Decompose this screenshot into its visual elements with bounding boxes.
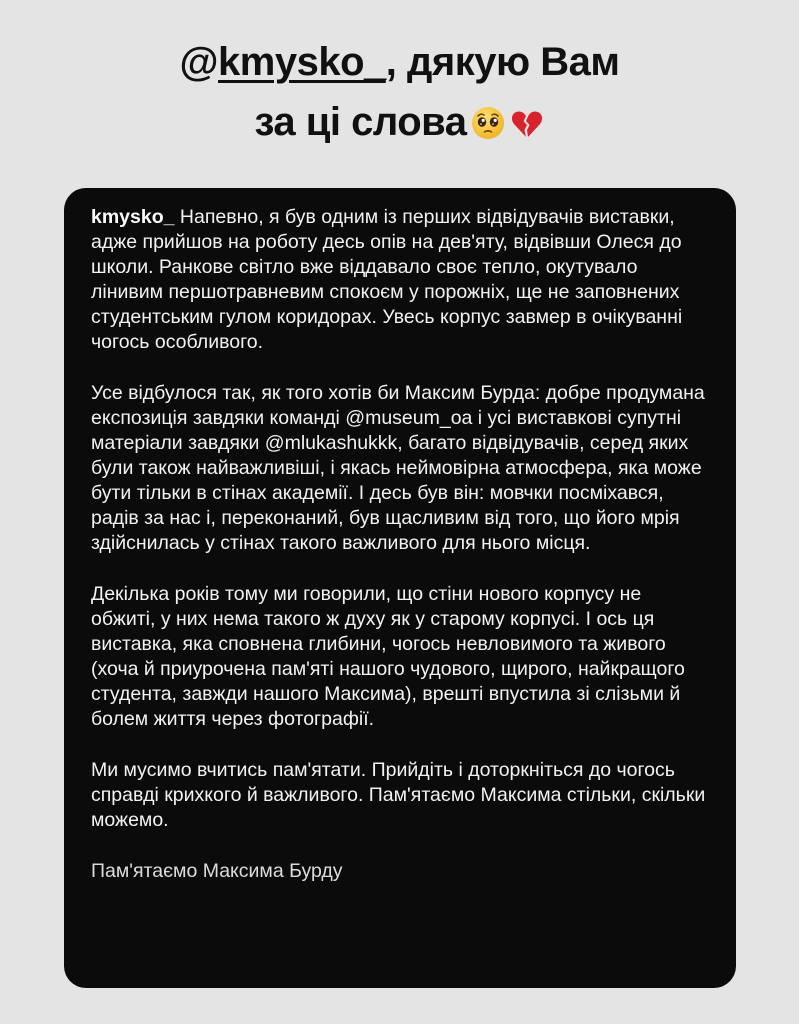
comment-card: [64, 188, 736, 988]
headline-line-2-text: за ці слова: [254, 100, 467, 144]
pleading-face-icon: [470, 98, 506, 158]
comment-text-1: Напевно, я був одним із перших відвідувачів виставки, адже прийшов на роботу десь опів на дев'яту, відвівши Олеся до школи. Ранкове світло вже віддавало своє тепло, окутувало лінивим першотравневим спокоєм у порожніх, ще не заповнених студентським гулом коридорах. Увесь корпус завмер в очікуванні чогось особливого.: [91, 206, 683, 353]
story-headline: [0, 32, 799, 158]
comment-body: [91, 205, 710, 884]
mention-prefix: @: [179, 40, 219, 84]
comment-paragraph-4: Ми мусимо вчитись пам'ятати. Прийдіть і доторкніться до чогось справді крихкого й важливого. Пам'ятаємо Максима стільки, скільки можемо.: [91, 759, 706, 831]
comment-paragraph-3: Декілька років тому ми говорили, що стіни нового корпусу не обжиті, у них нема такого ж духу як у старому корпусі. І ось ця виставка, яка сповнена глибини, чогось невловимого та живого (хоча й приурочена пам'яті нашого чудового, щирого, найкращого студента, завжди нашого Максима), врешті впустила зі слізьми й болем життя через фотографії.: [91, 583, 685, 730]
broken-heart-icon: [510, 98, 544, 158]
mention-link[interactable]: kmysko_: [218, 40, 386, 84]
headline-line-1: [0, 32, 799, 92]
comment-paragraph-1: [91, 205, 710, 355]
comment-username[interactable]: kmysko_: [91, 206, 175, 228]
comment-paragraph-2: Усе відбулося так, як того хотів би Максим Бурда: добре продумана експозиція завдяки команді @museum_oa і усі виставкові супутні матеріали завдяки @mlukashukkk, багато відвідувачів, серед яких були також найважливіші, і якась неймовірна атмосфера, яка може бути тільки в стінах академії. І десь був він: мовчки посміхався, радів за нас і, переконаний, був щасливим від того, що його мрія здійснилась у стінах такого важливого для нього місця.: [91, 382, 705, 554]
headline-line-1-rest: , дякую Вам: [385, 40, 620, 84]
headline-line-2: [0, 92, 799, 158]
comment-cut-off-line: Пам'ятаємо Максима Бурду: [91, 860, 343, 882]
